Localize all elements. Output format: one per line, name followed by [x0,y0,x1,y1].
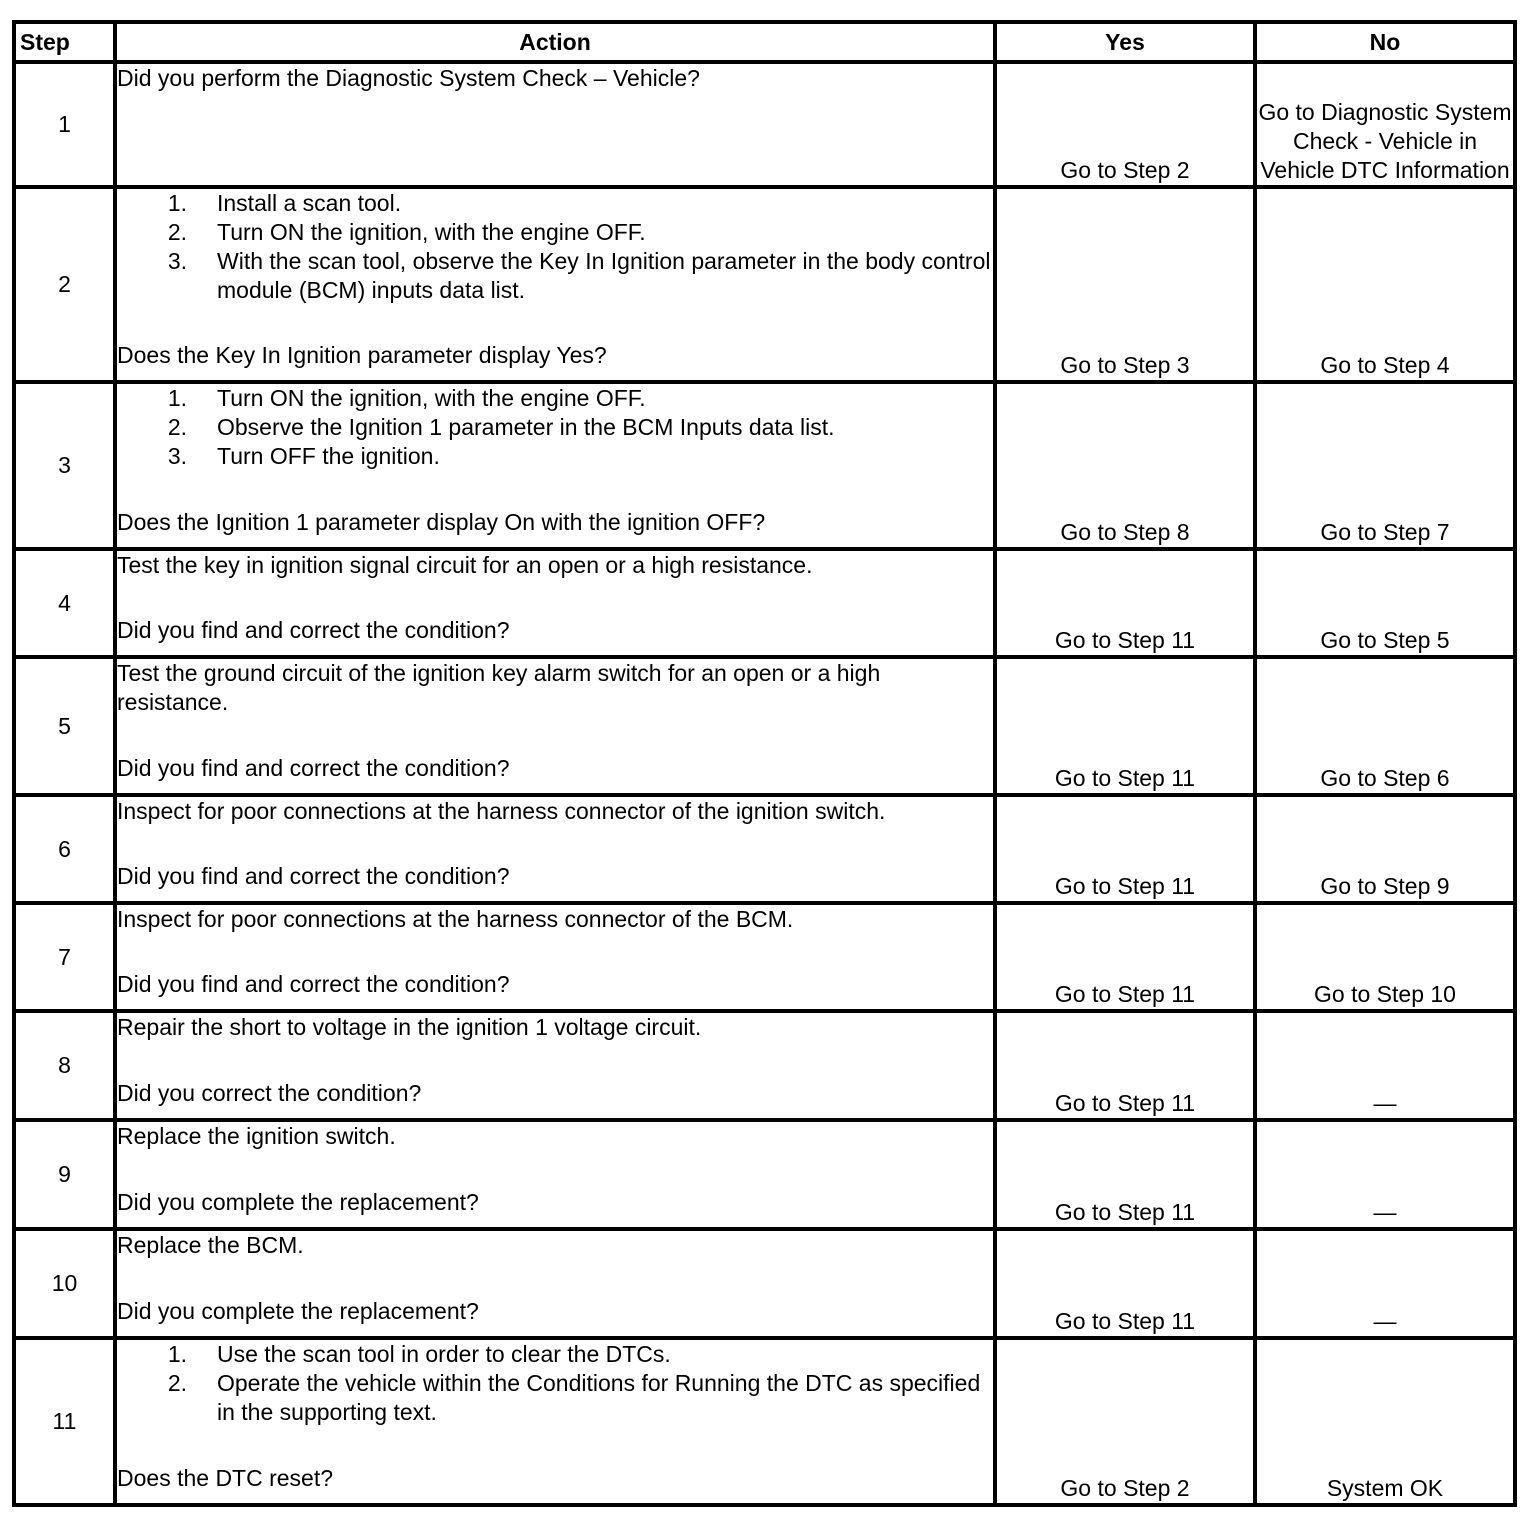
list-item-text: Use the scan tool in order to clear the DTCs. [217,1341,671,1367]
step-number: 5 [14,657,115,795]
action-question: Does the Ignition 1 parameter display On with the ignition OFF? [117,509,766,535]
action-question: Did you complete the replacement? [117,1298,479,1324]
list-item-number: 2. [167,414,187,440]
yes-result: Go to Step 11 [995,1011,1255,1120]
step-number: 6 [14,795,115,903]
action-steps-list [117,1340,993,1427]
action-text: Did you perform the Diagnostic System Check – Vehicle? [117,65,700,91]
step-number: 3 [14,382,115,549]
step-number: 4 [14,549,115,657]
yes-result: Go to Step 11 [995,795,1255,903]
action-cell [115,657,995,795]
header-step: Step [14,22,115,62]
action-cell [115,62,995,187]
table-row [14,1120,1515,1229]
list-item-text: Install a scan tool. [217,190,402,216]
action-cell [115,549,995,657]
diagnostic-table [12,20,1517,1507]
list-item [117,247,993,305]
list-item-number: 1. [167,190,187,216]
table-row [14,1011,1515,1120]
no-result: Go to Step 4 [1255,187,1515,382]
no-result: — [1255,1229,1515,1338]
step-number: 11 [14,1338,115,1505]
no-result: Go to Diagnostic System Check - Vehicle in Vehicle DTC Information [1255,62,1515,187]
list-item-text: Turn ON the ignition, with the engine OFF. [217,219,646,245]
step-number: 1 [14,62,115,187]
header-row [14,22,1515,62]
list-item [117,218,993,247]
table-row [14,62,1515,187]
list-item [117,384,993,413]
yes-result: Go to Step 11 [995,1120,1255,1229]
no-result: Go to Step 9 [1255,795,1515,903]
list-item [117,189,993,218]
yes-result: Go to Step 2 [995,1338,1255,1505]
yes-result: Go to Step 11 [995,1229,1255,1338]
list-item-text: Turn OFF the ignition. [217,443,440,469]
action-cell [115,382,995,549]
action-cell [115,1338,995,1505]
action-text: Test the ground circuit of the ignition key alarm switch for an open or a high resistance. [117,660,881,715]
action-cell [115,187,995,382]
action-cell [115,795,995,903]
header-action: Action [115,22,995,62]
list-item-number: 3. [167,443,187,469]
header-yes: Yes [995,22,1255,62]
list-item-text: Operate the vehicle within the Conditions for Running the DTC as specified in the supporting text. [217,1370,981,1425]
action-question: Did you find and correct the condition? [117,863,510,889]
list-item [117,413,993,442]
list-item-text: Turn ON the ignition, with the engine OFF. [217,385,646,411]
table-row [14,903,1515,1011]
action-steps-list [117,384,993,471]
yes-result: Go to Step 3 [995,187,1255,382]
list-item-number: 1. [167,1341,187,1367]
action-question: Did you find and correct the condition? [117,755,510,781]
table-row [14,657,1515,795]
action-text: Replace the BCM. [117,1232,304,1258]
table-row [14,187,1515,382]
yes-result: Go to Step 2 [995,62,1255,187]
action-question: Did you find and correct the condition? [117,617,510,643]
action-text: Repair the short to voltage in the ignition 1 voltage circuit. [117,1014,702,1040]
action-text: Replace the ignition switch. [117,1123,396,1149]
action-text: Test the key in ignition signal circuit for an open or a high resistance. [117,552,813,578]
list-item [117,1369,993,1427]
no-result: Go to Step 5 [1255,549,1515,657]
action-cell [115,1120,995,1229]
list-item-number: 2. [167,1370,187,1396]
action-cell [115,1011,995,1120]
no-result: — [1255,1011,1515,1120]
table-row [14,1338,1515,1505]
yes-result: Go to Step 8 [995,382,1255,549]
action-question: Does the DTC reset? [117,1465,334,1491]
action-question: Did you find and correct the condition? [117,971,510,997]
list-item [117,442,993,471]
action-question: Does the Key In Ignition parameter display Yes? [117,342,607,368]
list-item-number: 1. [167,385,187,411]
table-body [14,62,1515,1505]
no-result: Go to Step 6 [1255,657,1515,795]
list-item-text: Observe the Ignition 1 parameter in the BCM Inputs data list. [217,414,835,440]
action-cell [115,903,995,1011]
no-result: — [1255,1120,1515,1229]
no-result: Go to Step 7 [1255,382,1515,549]
step-number: 2 [14,187,115,382]
header-no: No [1255,22,1515,62]
action-steps-list [117,189,993,305]
table-row [14,382,1515,549]
list-item-text: With the scan tool, observe the Key In Ignition parameter in the body control module (BCM) inputs data list. [217,248,991,303]
action-question: Did you correct the condition? [117,1080,422,1106]
yes-result: Go to Step 11 [995,549,1255,657]
yes-result: Go to Step 11 [995,903,1255,1011]
action-cell [115,1229,995,1338]
step-number: 10 [14,1229,115,1338]
table-row [14,1229,1515,1338]
step-number: 9 [14,1120,115,1229]
step-number: 7 [14,903,115,1011]
list-item-number: 3. [167,248,187,274]
no-result: Go to Step 10 [1255,903,1515,1011]
no-result: System OK [1255,1338,1515,1505]
action-text: Inspect for poor connections at the harness connector of the BCM. [117,906,794,932]
list-item [117,1340,993,1369]
step-number: 8 [14,1011,115,1120]
list-item-number: 2. [167,219,187,245]
table-row [14,795,1515,903]
action-question: Did you complete the replacement? [117,1189,479,1215]
yes-result: Go to Step 11 [995,657,1255,795]
action-text: Inspect for poor connections at the harness connector of the ignition switch. [117,798,886,824]
table-row [14,549,1515,657]
